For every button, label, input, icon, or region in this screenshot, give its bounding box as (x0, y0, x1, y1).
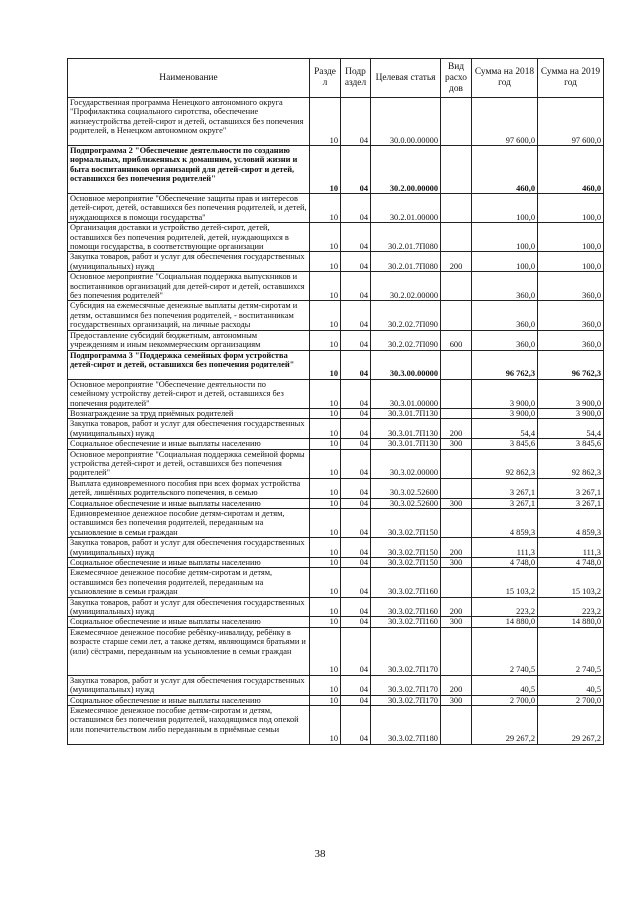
row-sum-2019: 360,0 (538, 272, 604, 301)
row-sum-2019: 4 859,3 (538, 508, 604, 537)
row-section: 10 (310, 98, 341, 146)
row-sum-2019: 111,3 (538, 538, 604, 558)
table-row (68, 449, 604, 478)
row-name: Подпрограмма 3 "Поддержка семейных форм устройства детей-сирот и детей, оставшихся без попечения родителей" (68, 350, 310, 379)
table-row (68, 617, 604, 627)
row-sum-2019: 100,0 (538, 194, 604, 223)
row-sum-2019: 92 862,3 (538, 449, 604, 478)
row-section: 10 (310, 627, 341, 675)
row-subsection: 04 (341, 419, 371, 439)
row-sum-2018: 3 267,1 (472, 478, 538, 498)
row-subsection: 04 (341, 508, 371, 537)
row-sum-2018: 460,0 (472, 146, 538, 194)
row-target: 30.2.01.7П080 (371, 252, 441, 272)
row-sum-2018: 360,0 (472, 330, 538, 350)
row-sum-2019: 100,0 (538, 252, 604, 272)
row-sum-2019: 29 267,2 (538, 706, 604, 745)
header-sum-2018: Сумма на 2018 год (472, 59, 538, 98)
row-subsection: 04 (341, 146, 371, 194)
row-name: Предоставление субсидий бюджетным, автономным учреждениям и иным некоммерческим организациям (68, 330, 310, 350)
table-row (68, 194, 604, 223)
row-name: Ежемесячное денежное пособие ребёнку-инвалиду, ребёнку в возрасте старше семи лет, а также детям, являющимся братьями и (или) сёстрами, переданным на усыновление в семьи граждан (68, 627, 310, 675)
row-sum-2018: 4 859,3 (472, 508, 538, 537)
row-target: 30.2.00.00000 (371, 146, 441, 194)
row-sum-2019: 40,5 (538, 675, 604, 695)
row-subsection: 04 (341, 568, 371, 597)
row-subsection: 04 (341, 597, 371, 617)
row-target: 30.3.02.7П150 (371, 558, 441, 568)
row-sum-2018: 3 845,6 (472, 439, 538, 449)
row-expense-type: 200 (441, 419, 472, 439)
row-sum-2019: 2 740,5 (538, 627, 604, 675)
page-number: 38 (314, 848, 326, 860)
row-sum-2018: 14 880,0 (472, 617, 538, 627)
row-sum-2019: 223,2 (538, 597, 604, 617)
row-sum-2018: 3 267,1 (472, 498, 538, 508)
row-section: 10 (310, 449, 341, 478)
row-sum-2019: 460,0 (538, 146, 604, 194)
row-target: 30.2.01.7П080 (371, 223, 441, 252)
row-subsection: 04 (341, 98, 371, 146)
row-sum-2019: 360,0 (538, 330, 604, 350)
row-section: 10 (310, 194, 341, 223)
row-expense-type: 200 (441, 538, 472, 558)
row-subsection: 04 (341, 706, 371, 745)
table-row (68, 627, 604, 675)
row-name: Закупка товаров, работ и услуг для обеспечения государственных (муниципальных) нужд (68, 675, 310, 695)
row-sum-2018: 40,5 (472, 675, 538, 695)
table-row (68, 252, 604, 272)
row-subsection: 04 (341, 252, 371, 272)
table-row (68, 695, 604, 705)
row-section: 10 (310, 379, 341, 408)
row-name: Субсидия на ежемесячные денежные выплаты детям-сиротам и детям, оставшимся без попечения родителей, - воспитанникам государственных организаций, на личные расходы (68, 301, 310, 330)
row-section: 10 (310, 508, 341, 537)
row-target: 30.0.00.00000 (371, 98, 441, 146)
table-row (68, 379, 604, 408)
row-section: 10 (310, 439, 341, 449)
row-expense-type (441, 568, 472, 597)
row-sum-2019: 54,4 (538, 419, 604, 439)
row-sum-2018: 29 267,2 (472, 706, 538, 745)
table-row (68, 419, 604, 439)
table-row (68, 272, 604, 301)
row-expense-type (441, 478, 472, 498)
row-name: Основное мероприятие "Социальная поддержка выпускников и воспитанников организаций для детей-сирот и детей, оставшихся без попечения родителей" (68, 272, 310, 301)
row-name: Основное мероприятие "Обеспечение деятельности по семейному устройству детей-сирот и детей, оставшихся без попечения родителей" (68, 379, 310, 408)
table-row (68, 439, 604, 449)
row-sum-2018: 3 900,0 (472, 379, 538, 408)
row-section: 10 (310, 558, 341, 568)
row-subsection: 04 (341, 558, 371, 568)
row-subsection: 04 (341, 538, 371, 558)
row-expense-type (441, 301, 472, 330)
row-expense-type (441, 379, 472, 408)
row-section: 10 (310, 272, 341, 301)
header-target: Целевая статья (371, 59, 441, 98)
row-target: 30.3.01.7П130 (371, 439, 441, 449)
row-expense-type (441, 706, 472, 745)
row-target: 30.3.02.7П170 (371, 627, 441, 675)
row-expense-type (441, 508, 472, 537)
row-sum-2019: 2 700,0 (538, 695, 604, 705)
row-section: 10 (310, 675, 341, 695)
row-target: 30.3.01.7П130 (371, 419, 441, 439)
row-sum-2018: 111,3 (472, 538, 538, 558)
row-subsection: 04 (341, 272, 371, 301)
row-expense-type (441, 194, 472, 223)
row-name: Единовременное денежное пособие детям-сиротам и детям, оставшимся без попечения родителей, переданным на усыновление в семьи граждан (68, 508, 310, 537)
row-name: Ежемесячное денежное пособие детям-сиротам и детям, оставшимся без попечения родителей, находящимся под опекой или попечительством либо переданным в приёмные семьи (68, 706, 310, 745)
row-section: 10 (310, 330, 341, 350)
row-name: Основное мероприятие "Обеспечение защиты прав и интересов детей-сирот, детей, оставшихся без попечения родителей, и детей, нуждающихся в помощи государства" (68, 194, 310, 223)
row-sum-2018: 2 700,0 (472, 695, 538, 705)
table-row (68, 675, 604, 695)
row-sum-2019: 360,0 (538, 301, 604, 330)
table-body (68, 98, 604, 745)
row-expense-type: 200 (441, 252, 472, 272)
row-expense-type (441, 408, 472, 418)
row-target: 30.3.00.00000 (371, 350, 441, 379)
header-section: Разде л (310, 59, 341, 98)
row-name: Организация доставки и устройство детей-сирот, детей, оставшихся без попечения родителей, детей, нуждающихся в помощи государства, в соответствующие организации (68, 223, 310, 252)
row-section: 10 (310, 617, 341, 627)
row-expense-type (441, 98, 472, 146)
row-section: 10 (310, 419, 341, 439)
row-target: 30.2.02.7П090 (371, 330, 441, 350)
row-section: 10 (310, 146, 341, 194)
row-subsection: 04 (341, 449, 371, 478)
row-section: 10 (310, 301, 341, 330)
table-row (68, 301, 604, 330)
row-subsection: 04 (341, 379, 371, 408)
row-expense-type (441, 627, 472, 675)
row-subsection: 04 (341, 408, 371, 418)
table-row (68, 223, 604, 252)
row-subsection: 04 (341, 498, 371, 508)
row-sum-2018: 15 103,2 (472, 568, 538, 597)
row-name: Подпрограмма 2 "Обеспечение деятельности по созданию нормальных, приближенных к домашним, условий жизни и быта воспитанников организаций для детей-сирот и детей, оставшихся без попечения родителей" (68, 146, 310, 194)
row-target: 30.3.01.00000 (371, 379, 441, 408)
row-name: Основное мероприятие "Социальная поддержка семейной формы устройства детей-сирот и детей, оставшихся без попечения родителей" (68, 449, 310, 478)
row-expense-type: 300 (441, 695, 472, 705)
table-row (68, 597, 604, 617)
row-section: 10 (310, 706, 341, 745)
row-sum-2019: 14 880,0 (538, 617, 604, 627)
row-sum-2018: 97 600,0 (472, 98, 538, 146)
table-row (68, 408, 604, 418)
row-expense-type (441, 223, 472, 252)
row-name: Социальное обеспечение и иные выплаты населению (68, 695, 310, 705)
row-expense-type: 600 (441, 330, 472, 350)
row-subsection: 04 (341, 439, 371, 449)
row-target: 30.3.02.7П150 (371, 508, 441, 537)
row-name: Выплата единовременного пособия при всех формах устройства детей, лишённых родительского попечения, в семью (68, 478, 310, 498)
table-row (68, 508, 604, 537)
row-subsection: 04 (341, 301, 371, 330)
table-row (68, 146, 604, 194)
budget-table (67, 58, 604, 745)
row-sum-2018: 96 762,3 (472, 350, 538, 379)
row-expense-type: 200 (441, 675, 472, 695)
row-target: 30.3.02.7П160 (371, 597, 441, 617)
row-section: 10 (310, 498, 341, 508)
row-target: 30.2.02.7П090 (371, 301, 441, 330)
row-expense-type (441, 146, 472, 194)
row-target: 30.2.01.00000 (371, 194, 441, 223)
row-sum-2019: 4 748,0 (538, 558, 604, 568)
row-section: 10 (310, 568, 341, 597)
table-row (68, 330, 604, 350)
row-subsection: 04 (341, 330, 371, 350)
row-sum-2019: 97 600,0 (538, 98, 604, 146)
table-row (68, 478, 604, 498)
table-row (68, 98, 604, 146)
header-name: Наименование (68, 59, 310, 98)
row-subsection: 04 (341, 617, 371, 627)
row-sum-2018: 223,2 (472, 597, 538, 617)
row-subsection: 04 (341, 350, 371, 379)
row-section: 10 (310, 223, 341, 252)
header-expense-type: Вид расхо дов (441, 59, 472, 98)
row-expense-type: 300 (441, 558, 472, 568)
row-sum-2019: 96 762,3 (538, 350, 604, 379)
row-sum-2018: 100,0 (472, 223, 538, 252)
row-sum-2018: 4 748,0 (472, 558, 538, 568)
row-sum-2019: 3 845,6 (538, 439, 604, 449)
row-section: 10 (310, 350, 341, 379)
row-target: 30.3.01.7П130 (371, 408, 441, 418)
row-target: 30.3.02.7П170 (371, 695, 441, 705)
row-sum-2018: 360,0 (472, 301, 538, 330)
row-target: 30.3.02.52600 (371, 498, 441, 508)
table-header-row (68, 59, 604, 98)
row-subsection: 04 (341, 695, 371, 705)
row-subsection: 04 (341, 223, 371, 252)
row-subsection: 04 (341, 675, 371, 695)
row-section: 10 (310, 597, 341, 617)
row-target: 30.3.02.7П160 (371, 617, 441, 627)
row-name: Вознаграждение за труд приёмных родителей (68, 408, 310, 418)
row-subsection: 04 (341, 627, 371, 675)
table-row (68, 558, 604, 568)
row-name: Закупка товаров, работ и услуг для обеспечения государственных (муниципальных) нужд (68, 538, 310, 558)
table-row (68, 498, 604, 508)
row-name: Закупка товаров, работ и услуг для обеспечения государственных (муниципальных) нужд (68, 419, 310, 439)
row-section: 10 (310, 695, 341, 705)
row-target: 30.3.02.7П170 (371, 675, 441, 695)
row-expense-type (441, 272, 472, 301)
row-subsection: 04 (341, 194, 371, 223)
row-expense-type (441, 350, 472, 379)
row-sum-2018: 100,0 (472, 252, 538, 272)
row-name: Закупка товаров, работ и услуг для обеспечения государственных (муниципальных) нужд (68, 252, 310, 272)
header-sum-2019: Сумма на 2019 год (538, 59, 604, 98)
row-sum-2019: 3 900,0 (538, 379, 604, 408)
row-sum-2018: 3 900,0 (472, 408, 538, 418)
row-target: 30.2.02.00000 (371, 272, 441, 301)
row-target: 30.3.02.7П160 (371, 568, 441, 597)
row-name: Социальное обеспечение и иные выплаты населению (68, 498, 310, 508)
row-sum-2019: 100,0 (538, 223, 604, 252)
row-sum-2018: 2 740,5 (472, 627, 538, 675)
row-name: Социальное обеспечение и иные выплаты населению (68, 617, 310, 627)
row-sum-2019: 3 900,0 (538, 408, 604, 418)
row-sum-2019: 15 103,2 (538, 568, 604, 597)
row-subsection: 04 (341, 478, 371, 498)
row-expense-type (441, 449, 472, 478)
row-section: 10 (310, 252, 341, 272)
table-row (68, 568, 604, 597)
row-sum-2018: 54,4 (472, 419, 538, 439)
row-sum-2018: 92 862,3 (472, 449, 538, 478)
row-sum-2018: 360,0 (472, 272, 538, 301)
table-row (68, 706, 604, 745)
row-section: 10 (310, 538, 341, 558)
row-sum-2019: 3 267,1 (538, 478, 604, 498)
table-row (68, 350, 604, 379)
row-sum-2019: 3 267,1 (538, 498, 604, 508)
row-name: Государственная программа Ненецкого автономного округа "Профилактика социального сиротства, обеспечение жизнеустройства детей-сирот и детей, оставшихся без попечения родителей, в Ненецком автономном округе" (68, 98, 310, 146)
row-target: 30.3.02.00000 (371, 449, 441, 478)
header-subsection: Подр аздел (341, 59, 371, 98)
row-expense-type: 300 (441, 617, 472, 627)
row-sum-2018: 100,0 (472, 194, 538, 223)
row-name: Ежемесячное денежное пособие детям-сиротам и детям, оставшимся без попечения родителей, переданным на усыновление в семьи граждан (68, 568, 310, 597)
row-expense-type: 200 (441, 597, 472, 617)
table-row (68, 538, 604, 558)
row-expense-type: 300 (441, 439, 472, 449)
row-target: 30.3.02.52600 (371, 478, 441, 498)
row-target: 30.3.02.7П180 (371, 706, 441, 745)
row-section: 10 (310, 408, 341, 418)
row-expense-type: 300 (441, 498, 472, 508)
row-target: 30.3.02.7П150 (371, 538, 441, 558)
row-section: 10 (310, 478, 341, 498)
row-name: Социальное обеспечение и иные выплаты населению (68, 558, 310, 568)
row-name: Социальное обеспечение и иные выплаты населению (68, 439, 310, 449)
row-name: Закупка товаров, работ и услуг для обеспечения государственных (муниципальных) нужд (68, 597, 310, 617)
